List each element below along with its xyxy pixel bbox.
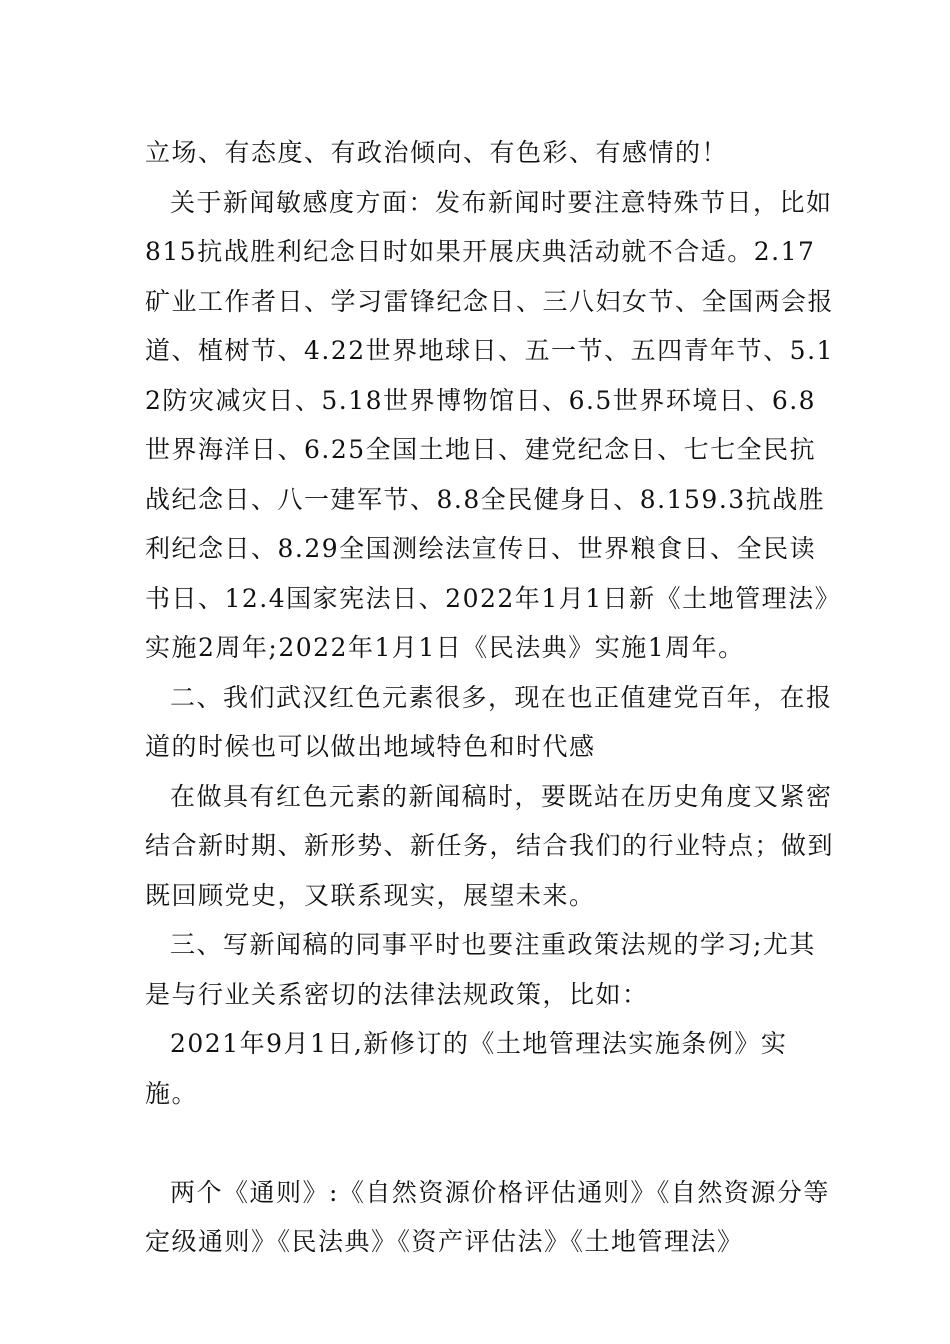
paragraph-news-sensitivity: 关于新闻敏感度方面：发布新闻时要注意特殊节日，比如815抗战胜利纪念日时如果开展庆典活动就不合适。2.17矿业工作者日、学习雷锋纪念日、三八妇女节、全国两会报道、植树节、4.22世界地球日、五一节、五四青年节、5.12防灾减灾日、5.18世界博物馆日、6.5世界环境日、6.8世界海洋日、6.25全国土地日、建党纪念日、七七全民抗战纪念日、八一建军节、8.8全民健身日、8.159.3抗战胜利纪念日、8.29全国测绘法宣传日、世界粮食日、全民读书日、12.4国家宪法日、2022年1月1日新《土地管理法》实施2周年;2022年1月1日《民法典》实施1周年。 [145, 187, 835, 662]
paragraph-policy-study: 三、写新闻稿的同事平时也要注重政策法规的学习;尤其是与行业关系密切的法律法规政策，比如： [145, 930, 816, 1009]
blank-line [145, 1118, 835, 1168]
paragraph-general-rules: 两个《通则》:《自然资源价格评估通则》《自然资源分等定级通则》《民法典》《资产评估法》《土地管理法》 [145, 1177, 830, 1256]
document-body [145, 128, 835, 1267]
paragraph-wuhan-red-elements: 二、我们武汉红色元素很多，现在也正值建党百年，在报道的时候也可以做出地域特色和时代感 [145, 682, 833, 761]
paragraph-regulation-date: 2021年9月1日,新修订的《土地管理法实施条例》实施。 [145, 1029, 788, 1108]
paragraph-red-news-writing: 在做具有红色元素的新闻稿时，要既站在历史角度又紧密结合新时期、新形势、新任务，结合我们的行业特点；做到既回顾党史，又联系现实，展望未来。 [145, 781, 835, 910]
paragraph-continuation: 立场、有态度、有政治倾向、有色彩、有感情的！ [145, 138, 729, 167]
